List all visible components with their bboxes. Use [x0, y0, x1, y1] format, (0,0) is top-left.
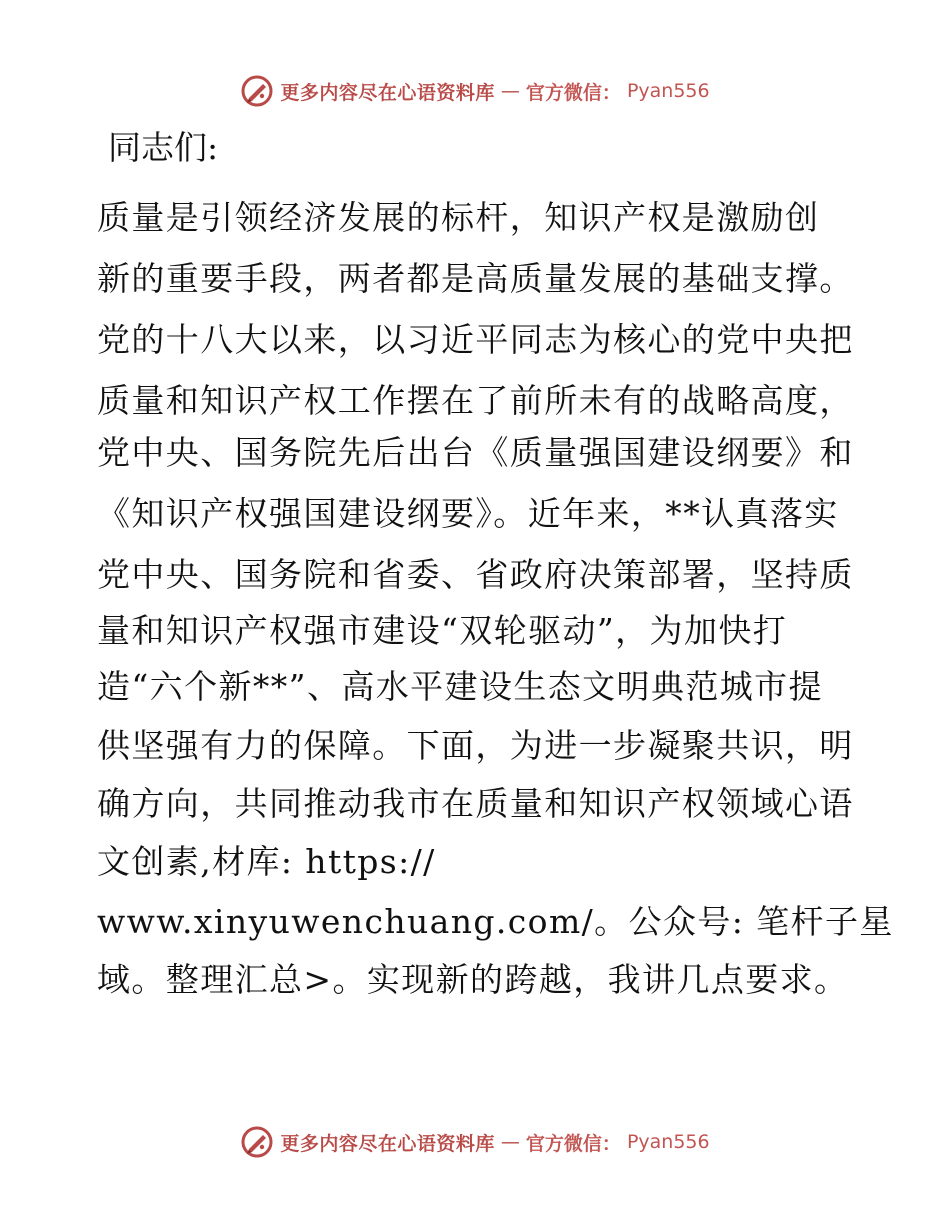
- pen-seal-logo-icon: [240, 74, 274, 108]
- body-line: 确方向，共同推动我市在质量和知识产权领域心语: [97, 784, 854, 823]
- body-line: 造“六个新**”、高水平建设生态文明典范城市提: [97, 667, 823, 706]
- watermark-separator: —: [500, 1131, 520, 1153]
- watermark-account-label: 官方微信：: [525, 81, 621, 104]
- body-line: 党的十八大以来，以习近平同志为核心的党中央把: [97, 320, 854, 359]
- watermark-account-label: 官方微信：: [525, 1132, 621, 1155]
- body-line: 党中央、国务院和省委、省政府决策部署，坚持质: [97, 555, 854, 594]
- body-line: 质量是引领经济发展的标杆，知识产权是激励创: [97, 198, 820, 237]
- watermark-separator: —: [500, 80, 520, 102]
- body-line: 《知识产权强国建设纲要》。近年来，**认真落实: [97, 494, 839, 533]
- body-line: 文创素,材库: https://: [97, 842, 436, 881]
- document-greeting: 同志们:: [108, 128, 219, 167]
- body-line: 党中央、国务院先后出台《质量强国建设纲要》和: [97, 433, 854, 472]
- watermark-site-name: 更多内容尽在心语资料库: [280, 1132, 495, 1155]
- footer-watermark: [0, 1125, 950, 1159]
- body-line: 量和知识产权强市建设“双轮驱动”，为加快打: [97, 611, 788, 650]
- body-line: 质量和知识产权工作摆在了前所未有的战略高度，: [97, 381, 854, 420]
- body-line: 供坚强有力的保障。下面，为进一步凝聚共识，明: [97, 726, 854, 765]
- watermark-site-name: 更多内容尽在心语资料库: [280, 81, 495, 104]
- body-line: 新的重要手段，两者都是高质量发展的基础支撑。: [97, 259, 854, 298]
- pen-seal-logo-icon: [240, 1125, 274, 1159]
- body-line: 域。整理汇总>。实现新的跨越，我讲几点要求。: [97, 960, 849, 999]
- header-watermark: [0, 74, 950, 108]
- watermark-wechat-id: Pyan556: [626, 80, 710, 102]
- watermark-wechat-id: Pyan556: [626, 1131, 710, 1153]
- body-line: www.xinyuwenchuang.com/。公众号: 笔杆子星: [97, 902, 894, 941]
